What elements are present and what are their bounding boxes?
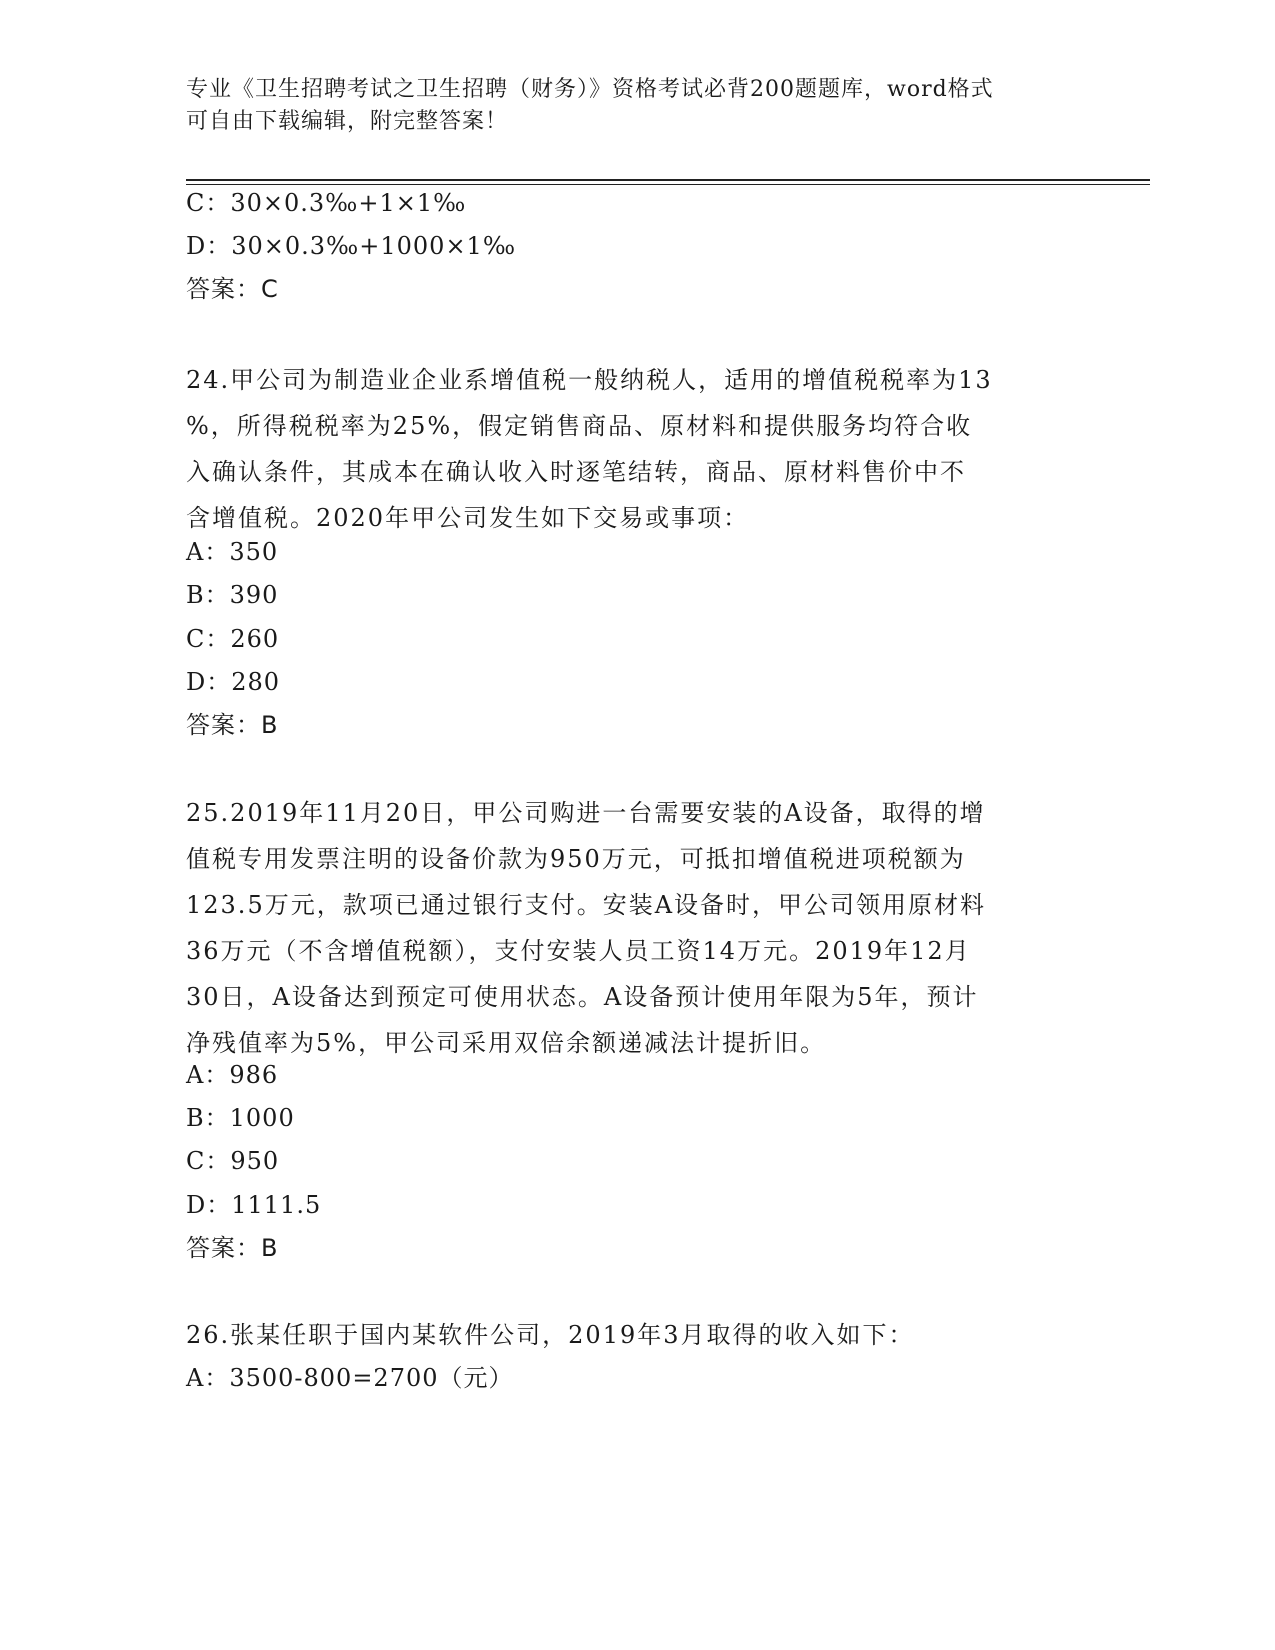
question-24-option-c: C：260 <box>186 625 280 653</box>
question-25-text <box>186 790 1086 1066</box>
header-title-line-2: 可自由下载编辑，附完整答案！ <box>186 109 509 134</box>
question-25-option-c: C：950 <box>186 1147 280 1175</box>
question-26-text: 26.张某任职于国内某软件公司，2019年3月取得的收入如下： <box>186 1321 915 1349</box>
question-25-line: 净残值率为5%，甲公司采用双倍余额递减法计提折旧。 <box>186 1029 827 1057</box>
question-25-option-b: B：1000 <box>186 1104 295 1132</box>
prev-option-d: D：30×0.3‰+1000×1‰ <box>186 232 517 260</box>
question-25-option-a: A：986 <box>186 1061 279 1089</box>
question-25-answer: 答案：B <box>186 1234 279 1262</box>
question-25-line: 25.2019年11月20日，甲公司购进一台需要安装的A设备，取得的增 <box>186 799 986 827</box>
question-25-line: 36万元（不含增值税额），支付安装人员工资14万元。2019年12月 <box>186 937 971 965</box>
document-header <box>186 74 1086 138</box>
question-26-option-a: A：3500-800=2700（元） <box>186 1364 514 1392</box>
header-title-line-1: 专业《卫生招聘考试之卫生招聘（财务）》资格考试必背200题题库，word格式 <box>186 77 994 102</box>
question-24-text <box>186 357 1086 541</box>
question-24-line: 入确认条件，其成本在确认收入时逐笔结转，商品、原材料售价中不 <box>186 458 966 486</box>
question-24-answer: 答案：B <box>186 711 279 739</box>
question-24-option-d: D：280 <box>186 668 281 696</box>
question-25-option-d: D：1111.5 <box>186 1191 322 1219</box>
question-24-line: 24.甲公司为制造业企业系增值税一般纳税人，适用的增值税税率为13 <box>186 366 993 394</box>
header-divider-thin <box>186 184 1150 185</box>
question-25-line: 30日，A设备达到预定可使用状态。A设备预计使用年限为5年，预计 <box>186 983 979 1011</box>
question-25-line: 值税专用发票注明的设备价款为950万元，可抵扣增值税进项税额为 <box>186 845 966 873</box>
question-24-option-b: B：390 <box>186 581 279 609</box>
question-25-line: 123.5万元，款项已通过银行支付。安装A设备时，甲公司领用原材料 <box>186 891 987 919</box>
prev-option-c: C：30×0.3‰+1×1‰ <box>186 189 467 217</box>
question-24-option-a: A：350 <box>186 538 279 566</box>
prev-answer: 答案：C <box>186 275 279 303</box>
question-24-line: %，所得税税率为25%，假定销售商品、原材料和提供服务均符合收 <box>186 412 973 440</box>
header-divider-thick <box>186 179 1150 181</box>
question-24-line: 含增值税。2020年甲公司发生如下交易或事项： <box>186 504 750 532</box>
